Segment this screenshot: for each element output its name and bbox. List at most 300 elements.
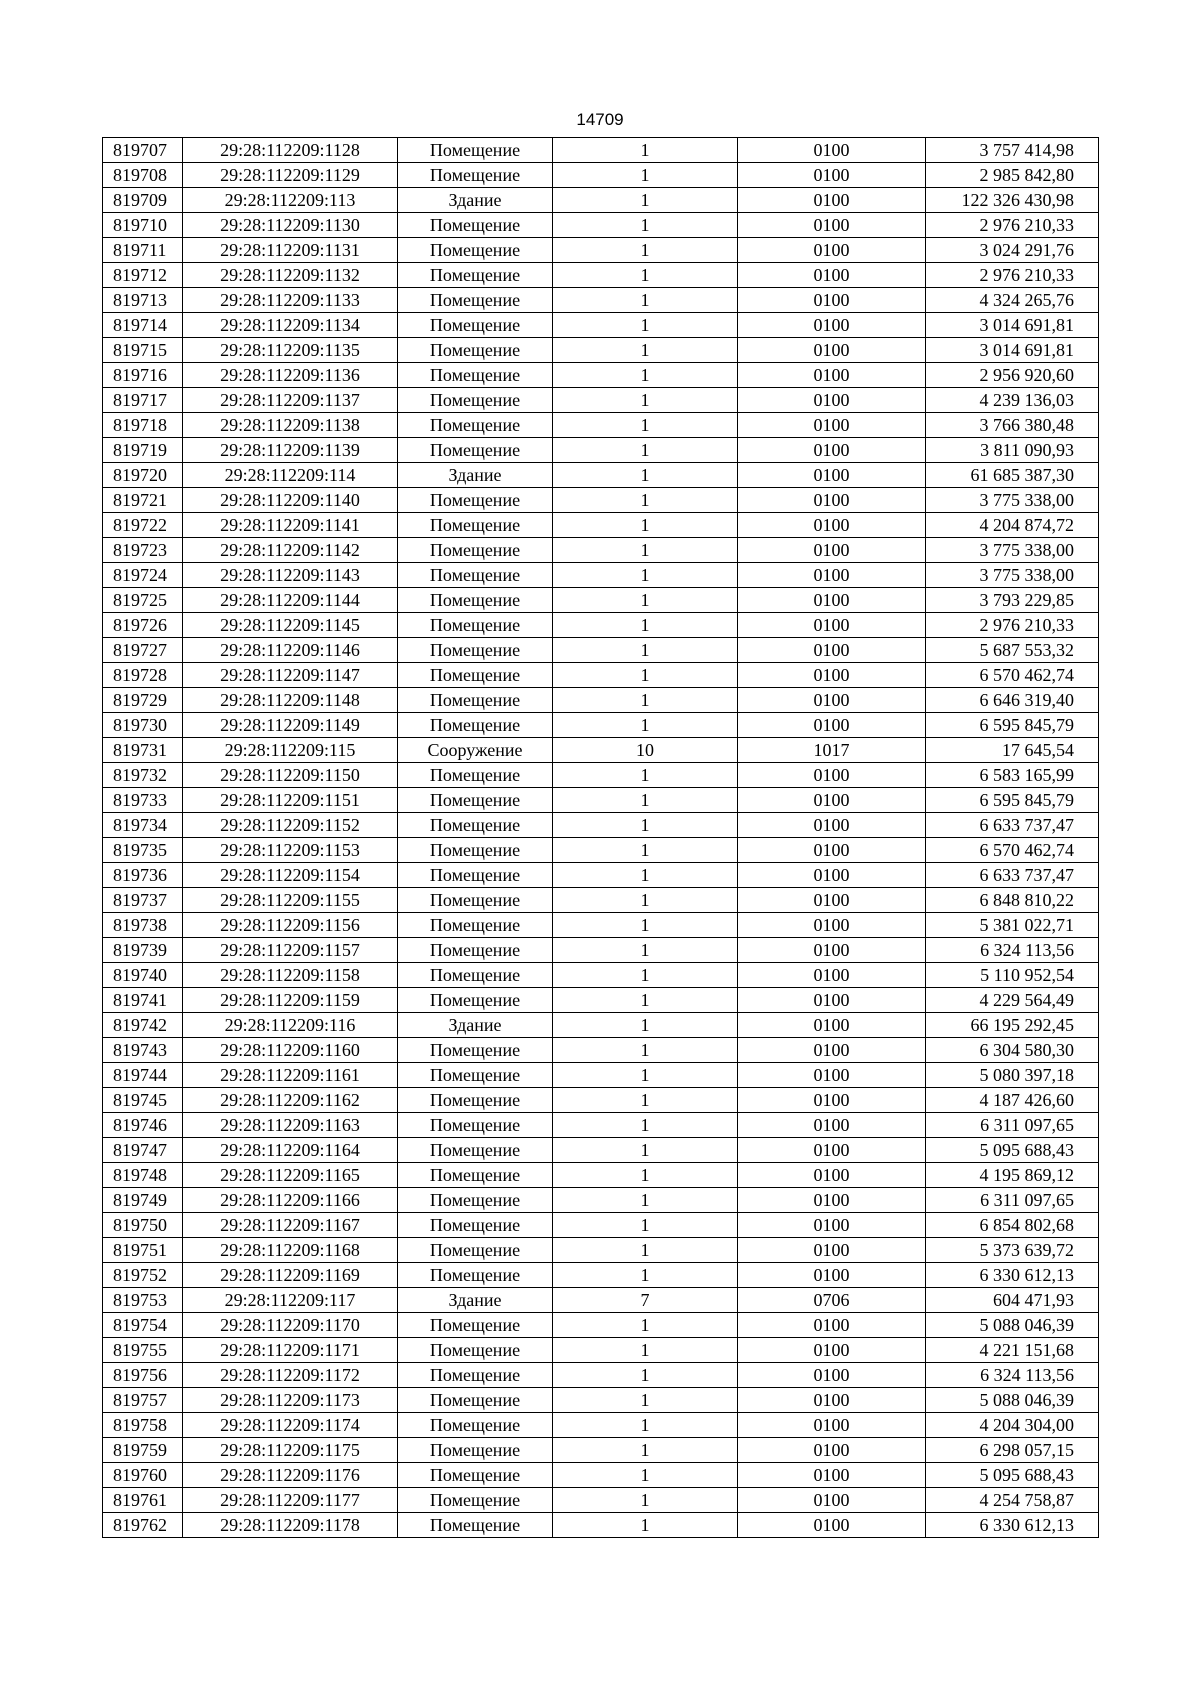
group-code-cell: 0100 bbox=[738, 1413, 926, 1438]
cadastral-value-cell: 6 311 097,65 bbox=[926, 1113, 1099, 1138]
cadastral-number-cell: 29:28:112209:1172 bbox=[183, 1363, 398, 1388]
category-code-cell: 1 bbox=[553, 663, 738, 688]
category-code-cell: 1 bbox=[553, 263, 738, 288]
table-row bbox=[103, 338, 1099, 363]
row-id-cell: 819714 bbox=[103, 313, 183, 338]
group-code-cell: 0100 bbox=[738, 638, 926, 663]
table-row bbox=[103, 1088, 1099, 1113]
cadastral-number-cell: 29:28:112209:1132 bbox=[183, 263, 398, 288]
object-type-cell: Помещение bbox=[398, 313, 553, 338]
group-code-cell: 0100 bbox=[738, 1313, 926, 1338]
category-code-cell: 1 bbox=[553, 988, 738, 1013]
group-code-cell: 0100 bbox=[738, 938, 926, 963]
group-code-cell: 0100 bbox=[738, 913, 926, 938]
row-id-cell: 819719 bbox=[103, 438, 183, 463]
group-code-cell: 0100 bbox=[738, 1113, 926, 1138]
cadastral-number-cell: 29:28:112209:1144 bbox=[183, 588, 398, 613]
category-code-cell: 1 bbox=[553, 313, 738, 338]
category-code-cell: 1 bbox=[553, 588, 738, 613]
group-code-cell: 0100 bbox=[738, 363, 926, 388]
table-row bbox=[103, 288, 1099, 313]
table-row bbox=[103, 1213, 1099, 1238]
object-type-cell: Помещение bbox=[398, 288, 553, 313]
object-type-cell: Помещение bbox=[398, 1238, 553, 1263]
table-row bbox=[103, 763, 1099, 788]
row-id-cell: 819748 bbox=[103, 1163, 183, 1188]
object-type-cell: Помещение bbox=[398, 438, 553, 463]
cadastral-number-cell: 29:28:112209:1162 bbox=[183, 1088, 398, 1113]
row-id-cell: 819724 bbox=[103, 563, 183, 588]
row-id-cell: 819736 bbox=[103, 863, 183, 888]
cadastral-number-cell: 29:28:112209:1143 bbox=[183, 563, 398, 588]
group-code-cell: 0100 bbox=[738, 963, 926, 988]
row-id-cell: 819710 bbox=[103, 213, 183, 238]
cadastral-number-cell: 29:28:112209:1175 bbox=[183, 1438, 398, 1463]
row-id-cell: 819707 bbox=[103, 138, 183, 163]
object-type-cell: Помещение bbox=[398, 513, 553, 538]
group-code-cell: 0100 bbox=[738, 663, 926, 688]
category-code-cell: 1 bbox=[553, 1238, 738, 1263]
table-row bbox=[103, 688, 1099, 713]
group-code-cell: 0100 bbox=[738, 463, 926, 488]
group-code-cell: 0100 bbox=[738, 763, 926, 788]
cadastral-number-cell: 29:28:112209:1163 bbox=[183, 1113, 398, 1138]
object-type-cell: Помещение bbox=[398, 1163, 553, 1188]
cadastral-number-cell: 29:28:112209:1140 bbox=[183, 488, 398, 513]
object-type-cell: Сооружение bbox=[398, 738, 553, 763]
row-id-cell: 819750 bbox=[103, 1213, 183, 1238]
cadastral-number-cell: 29:28:112209:1148 bbox=[183, 688, 398, 713]
cadastral-number-cell: 29:28:112209:1170 bbox=[183, 1313, 398, 1338]
row-id-cell: 819708 bbox=[103, 163, 183, 188]
table-row bbox=[103, 988, 1099, 1013]
category-code-cell: 1 bbox=[553, 613, 738, 638]
object-type-cell: Помещение bbox=[398, 338, 553, 363]
cadastral-value-cell: 3 775 338,00 bbox=[926, 488, 1099, 513]
cadastral-value-cell: 3 775 338,00 bbox=[926, 538, 1099, 563]
object-type-cell: Помещение bbox=[398, 1363, 553, 1388]
category-code-cell: 1 bbox=[553, 888, 738, 913]
cadastral-number-cell: 29:28:112209:1173 bbox=[183, 1388, 398, 1413]
row-id-cell: 819729 bbox=[103, 688, 183, 713]
object-type-cell: Помещение bbox=[398, 1413, 553, 1438]
table-row bbox=[103, 1413, 1099, 1438]
group-code-cell: 0100 bbox=[738, 1088, 926, 1113]
cadastral-value-cell: 61 685 387,30 bbox=[926, 463, 1099, 488]
table-row bbox=[103, 613, 1099, 638]
group-code-cell: 0100 bbox=[738, 713, 926, 738]
row-id-cell: 819760 bbox=[103, 1463, 183, 1488]
category-code-cell: 1 bbox=[553, 938, 738, 963]
category-code-cell: 1 bbox=[553, 1438, 738, 1463]
cadastral-number-cell: 29:28:112209:1153 bbox=[183, 838, 398, 863]
category-code-cell: 1 bbox=[553, 813, 738, 838]
cadastral-value-cell: 2 985 842,80 bbox=[926, 163, 1099, 188]
table-row bbox=[103, 163, 1099, 188]
cadastral-number-cell: 29:28:112209:1131 bbox=[183, 238, 398, 263]
category-code-cell: 10 bbox=[553, 738, 738, 763]
cadastral-number-cell: 29:28:112209:1171 bbox=[183, 1338, 398, 1363]
object-type-cell: Помещение bbox=[398, 563, 553, 588]
cadastral-number-cell: 29:28:112209:1135 bbox=[183, 338, 398, 363]
category-code-cell: 1 bbox=[553, 913, 738, 938]
group-code-cell: 0100 bbox=[738, 1188, 926, 1213]
registry-table bbox=[102, 137, 1099, 1538]
object-type-cell: Помещение bbox=[398, 588, 553, 613]
category-code-cell: 1 bbox=[553, 763, 738, 788]
group-code-cell: 0100 bbox=[738, 1013, 926, 1038]
row-id-cell: 819718 bbox=[103, 413, 183, 438]
table-row bbox=[103, 1013, 1099, 1038]
category-code-cell: 7 bbox=[553, 1288, 738, 1313]
cadastral-value-cell: 4 204 304,00 bbox=[926, 1413, 1099, 1438]
object-type-cell: Помещение bbox=[398, 613, 553, 638]
cadastral-value-cell: 6 854 802,68 bbox=[926, 1213, 1099, 1238]
row-id-cell: 819739 bbox=[103, 938, 183, 963]
table-row bbox=[103, 213, 1099, 238]
cadastral-number-cell: 29:28:112209:1138 bbox=[183, 413, 398, 438]
cadastral-number-cell: 29:28:112209:1129 bbox=[183, 163, 398, 188]
row-id-cell: 819743 bbox=[103, 1038, 183, 1063]
cadastral-value-cell: 6 324 113,56 bbox=[926, 938, 1099, 963]
cadastral-number-cell: 29:28:112209:1133 bbox=[183, 288, 398, 313]
category-code-cell: 1 bbox=[553, 1313, 738, 1338]
cadastral-value-cell: 6 633 737,47 bbox=[926, 813, 1099, 838]
table-row bbox=[103, 913, 1099, 938]
cadastral-value-cell: 122 326 430,98 bbox=[926, 188, 1099, 213]
cadastral-number-cell: 29:28:112209:1130 bbox=[183, 213, 398, 238]
object-type-cell: Помещение bbox=[398, 1338, 553, 1363]
object-type-cell: Помещение bbox=[398, 813, 553, 838]
row-id-cell: 819761 bbox=[103, 1488, 183, 1513]
cadastral-number-cell: 29:28:112209:1147 bbox=[183, 663, 398, 688]
row-id-cell: 819713 bbox=[103, 288, 183, 313]
row-id-cell: 819730 bbox=[103, 713, 183, 738]
row-id-cell: 819762 bbox=[103, 1513, 183, 1538]
row-id-cell: 819720 bbox=[103, 463, 183, 488]
group-code-cell: 0100 bbox=[738, 1038, 926, 1063]
group-code-cell: 0100 bbox=[738, 813, 926, 838]
cadastral-value-cell: 5 095 688,43 bbox=[926, 1463, 1099, 1488]
cadastral-value-cell: 4 221 151,68 bbox=[926, 1338, 1099, 1363]
category-code-cell: 1 bbox=[553, 1013, 738, 1038]
group-code-cell: 0100 bbox=[738, 888, 926, 913]
table-row bbox=[103, 1513, 1099, 1538]
cadastral-number-cell: 29:28:112209:1174 bbox=[183, 1413, 398, 1438]
cadastral-number-cell: 29:28:112209:115 bbox=[183, 738, 398, 763]
category-code-cell: 1 bbox=[553, 438, 738, 463]
group-code-cell: 0100 bbox=[738, 863, 926, 888]
cadastral-number-cell: 29:28:112209:1136 bbox=[183, 363, 398, 388]
table-row bbox=[103, 438, 1099, 463]
group-code-cell: 0100 bbox=[738, 1213, 926, 1238]
table-row bbox=[103, 188, 1099, 213]
table-row bbox=[103, 1038, 1099, 1063]
cadastral-number-cell: 29:28:112209:1146 bbox=[183, 638, 398, 663]
object-type-cell: Помещение bbox=[398, 138, 553, 163]
group-code-cell: 0706 bbox=[738, 1288, 926, 1313]
cadastral-value-cell: 6 595 845,79 bbox=[926, 713, 1099, 738]
cadastral-number-cell: 29:28:112209:1159 bbox=[183, 988, 398, 1013]
object-type-cell: Помещение bbox=[398, 1513, 553, 1538]
cadastral-number-cell: 29:28:112209:1142 bbox=[183, 538, 398, 563]
category-code-cell: 1 bbox=[553, 638, 738, 663]
category-code-cell: 1 bbox=[553, 1038, 738, 1063]
group-code-cell: 0100 bbox=[738, 1338, 926, 1363]
category-code-cell: 1 bbox=[553, 1138, 738, 1163]
category-code-cell: 1 bbox=[553, 288, 738, 313]
group-code-cell: 0100 bbox=[738, 1063, 926, 1088]
category-code-cell: 1 bbox=[553, 538, 738, 563]
group-code-cell: 0100 bbox=[738, 1463, 926, 1488]
table-row bbox=[103, 663, 1099, 688]
cadastral-value-cell: 4 239 136,03 bbox=[926, 388, 1099, 413]
cadastral-value-cell: 4 254 758,87 bbox=[926, 1488, 1099, 1513]
object-type-cell: Помещение bbox=[398, 763, 553, 788]
category-code-cell: 1 bbox=[553, 838, 738, 863]
table-row bbox=[103, 963, 1099, 988]
table-row bbox=[103, 1113, 1099, 1138]
table-row bbox=[103, 363, 1099, 388]
object-type-cell: Помещение bbox=[398, 1463, 553, 1488]
cadastral-number-cell: 29:28:112209:1137 bbox=[183, 388, 398, 413]
cadastral-value-cell: 3 014 691,81 bbox=[926, 338, 1099, 363]
group-code-cell: 0100 bbox=[738, 263, 926, 288]
category-code-cell: 1 bbox=[553, 488, 738, 513]
table-row bbox=[103, 838, 1099, 863]
row-id-cell: 819738 bbox=[103, 913, 183, 938]
object-type-cell: Помещение bbox=[398, 538, 553, 563]
cadastral-value-cell: 17 645,54 bbox=[926, 738, 1099, 763]
cadastral-number-cell: 29:28:112209:1169 bbox=[183, 1263, 398, 1288]
group-code-cell: 0100 bbox=[738, 613, 926, 638]
object-type-cell: Помещение bbox=[398, 238, 553, 263]
row-id-cell: 819723 bbox=[103, 538, 183, 563]
cadastral-value-cell: 6 311 097,65 bbox=[926, 1188, 1099, 1213]
object-type-cell: Помещение bbox=[398, 413, 553, 438]
cadastral-value-cell: 3 014 691,81 bbox=[926, 313, 1099, 338]
cadastral-number-cell: 29:28:112209:1158 bbox=[183, 963, 398, 988]
cadastral-value-cell: 6 570 462,74 bbox=[926, 838, 1099, 863]
group-code-cell: 0100 bbox=[738, 438, 926, 463]
row-id-cell: 819716 bbox=[103, 363, 183, 388]
table-row bbox=[103, 1188, 1099, 1213]
table-row bbox=[103, 1363, 1099, 1388]
row-id-cell: 819757 bbox=[103, 1388, 183, 1413]
group-code-cell: 0100 bbox=[738, 1263, 926, 1288]
object-type-cell: Здание bbox=[398, 1288, 553, 1313]
group-code-cell: 0100 bbox=[738, 188, 926, 213]
table-row bbox=[103, 813, 1099, 838]
cadastral-value-cell: 6 298 057,15 bbox=[926, 1438, 1099, 1463]
cadastral-value-cell: 4 229 564,49 bbox=[926, 988, 1099, 1013]
row-id-cell: 819752 bbox=[103, 1263, 183, 1288]
object-type-cell: Помещение bbox=[398, 663, 553, 688]
table-row bbox=[103, 563, 1099, 588]
category-code-cell: 1 bbox=[553, 963, 738, 988]
table-row bbox=[103, 238, 1099, 263]
cadastral-number-cell: 29:28:112209:1128 bbox=[183, 138, 398, 163]
registry-table-body bbox=[103, 138, 1099, 1538]
cadastral-number-cell: 29:28:112209:117 bbox=[183, 1288, 398, 1313]
category-code-cell: 1 bbox=[553, 1113, 738, 1138]
cadastral-value-cell: 3 793 229,85 bbox=[926, 588, 1099, 613]
object-type-cell: Помещение bbox=[398, 1438, 553, 1463]
object-type-cell: Помещение bbox=[398, 938, 553, 963]
cadastral-number-cell: 29:28:112209:1161 bbox=[183, 1063, 398, 1088]
group-code-cell: 0100 bbox=[738, 588, 926, 613]
group-code-cell: 0100 bbox=[738, 138, 926, 163]
row-id-cell: 819751 bbox=[103, 1238, 183, 1263]
cadastral-value-cell: 2 956 920,60 bbox=[926, 363, 1099, 388]
object-type-cell: Помещение bbox=[398, 163, 553, 188]
cadastral-number-cell: 29:28:112209:1149 bbox=[183, 713, 398, 738]
object-type-cell: Помещение bbox=[398, 1138, 553, 1163]
group-code-cell: 0100 bbox=[738, 1363, 926, 1388]
category-code-cell: 1 bbox=[553, 338, 738, 363]
cadastral-number-cell: 29:28:112209:113 bbox=[183, 188, 398, 213]
table-row bbox=[103, 1263, 1099, 1288]
object-type-cell: Помещение bbox=[398, 1113, 553, 1138]
category-code-cell: 1 bbox=[553, 213, 738, 238]
category-code-cell: 1 bbox=[553, 188, 738, 213]
group-code-cell: 0100 bbox=[738, 1163, 926, 1188]
category-code-cell: 1 bbox=[553, 713, 738, 738]
cadastral-value-cell: 3 811 090,93 bbox=[926, 438, 1099, 463]
cadastral-number-cell: 29:28:112209:1156 bbox=[183, 913, 398, 938]
cadastral-value-cell: 6 848 810,22 bbox=[926, 888, 1099, 913]
category-code-cell: 1 bbox=[553, 1338, 738, 1363]
row-id-cell: 819756 bbox=[103, 1363, 183, 1388]
cadastral-value-cell: 4 195 869,12 bbox=[926, 1163, 1099, 1188]
object-type-cell: Здание bbox=[398, 463, 553, 488]
row-id-cell: 819759 bbox=[103, 1438, 183, 1463]
group-code-cell: 0100 bbox=[738, 688, 926, 713]
category-code-cell: 1 bbox=[553, 788, 738, 813]
group-code-cell: 0100 bbox=[738, 513, 926, 538]
cadastral-number-cell: 29:28:112209:1165 bbox=[183, 1163, 398, 1188]
table-row bbox=[103, 413, 1099, 438]
row-id-cell: 819744 bbox=[103, 1063, 183, 1088]
object-type-cell: Помещение bbox=[398, 1213, 553, 1238]
table-row bbox=[103, 588, 1099, 613]
table-row bbox=[103, 1063, 1099, 1088]
group-code-cell: 0100 bbox=[738, 563, 926, 588]
cadastral-number-cell: 29:28:112209:1154 bbox=[183, 863, 398, 888]
cadastral-number-cell: 29:28:112209:1155 bbox=[183, 888, 398, 913]
category-code-cell: 1 bbox=[553, 688, 738, 713]
row-id-cell: 819726 bbox=[103, 613, 183, 638]
row-id-cell: 819737 bbox=[103, 888, 183, 913]
group-code-cell: 1017 bbox=[738, 738, 926, 763]
object-type-cell: Помещение bbox=[398, 688, 553, 713]
object-type-cell: Помещение bbox=[398, 1488, 553, 1513]
object-type-cell: Помещение bbox=[398, 913, 553, 938]
group-code-cell: 0100 bbox=[738, 788, 926, 813]
cadastral-number-cell: 29:28:112209:1176 bbox=[183, 1463, 398, 1488]
group-code-cell: 0100 bbox=[738, 838, 926, 863]
cadastral-value-cell: 3 766 380,48 bbox=[926, 413, 1099, 438]
row-id-cell: 819753 bbox=[103, 1288, 183, 1313]
cadastral-number-cell: 29:28:112209:1145 bbox=[183, 613, 398, 638]
cadastral-value-cell: 6 304 580,30 bbox=[926, 1038, 1099, 1063]
row-id-cell: 819715 bbox=[103, 338, 183, 363]
object-type-cell: Помещение bbox=[398, 1388, 553, 1413]
table-row bbox=[103, 1138, 1099, 1163]
object-type-cell: Помещение bbox=[398, 788, 553, 813]
cadastral-value-cell: 5 095 688,43 bbox=[926, 1138, 1099, 1163]
row-id-cell: 819747 bbox=[103, 1138, 183, 1163]
object-type-cell: Помещение bbox=[398, 838, 553, 863]
cadastral-value-cell: 604 471,93 bbox=[926, 1288, 1099, 1313]
table-row bbox=[103, 388, 1099, 413]
row-id-cell: 819709 bbox=[103, 188, 183, 213]
group-code-cell: 0100 bbox=[738, 413, 926, 438]
table-row bbox=[103, 738, 1099, 763]
cadastral-number-cell: 29:28:112209:1141 bbox=[183, 513, 398, 538]
cadastral-value-cell: 3 775 338,00 bbox=[926, 563, 1099, 588]
row-id-cell: 819712 bbox=[103, 263, 183, 288]
cadastral-number-cell: 29:28:112209:116 bbox=[183, 1013, 398, 1038]
cadastral-number-cell: 29:28:112209:1134 bbox=[183, 313, 398, 338]
category-code-cell: 1 bbox=[553, 1213, 738, 1238]
cadastral-value-cell: 5 381 022,71 bbox=[926, 913, 1099, 938]
cadastral-value-cell: 6 324 113,56 bbox=[926, 1363, 1099, 1388]
cadastral-number-cell: 29:28:112209:1166 bbox=[183, 1188, 398, 1213]
category-code-cell: 1 bbox=[553, 463, 738, 488]
group-code-cell: 0100 bbox=[738, 538, 926, 563]
table-row bbox=[103, 263, 1099, 288]
cadastral-number-cell: 29:28:112209:1160 bbox=[183, 1038, 398, 1063]
group-code-cell: 0100 bbox=[738, 488, 926, 513]
table-row bbox=[103, 1163, 1099, 1188]
table-row bbox=[103, 638, 1099, 663]
row-id-cell: 819754 bbox=[103, 1313, 183, 1338]
table-row bbox=[103, 888, 1099, 913]
row-id-cell: 819755 bbox=[103, 1338, 183, 1363]
cadastral-value-cell: 5 088 046,39 bbox=[926, 1388, 1099, 1413]
object-type-cell: Помещение bbox=[398, 1188, 553, 1213]
group-code-cell: 0100 bbox=[738, 988, 926, 1013]
category-code-cell: 1 bbox=[553, 563, 738, 588]
table-row bbox=[103, 1438, 1099, 1463]
category-code-cell: 1 bbox=[553, 138, 738, 163]
table-row bbox=[103, 713, 1099, 738]
row-id-cell: 819732 bbox=[103, 763, 183, 788]
object-type-cell: Помещение bbox=[398, 1088, 553, 1113]
category-code-cell: 1 bbox=[553, 1263, 738, 1288]
group-code-cell: 0100 bbox=[738, 1388, 926, 1413]
row-id-cell: 819749 bbox=[103, 1188, 183, 1213]
object-type-cell: Помещение bbox=[398, 388, 553, 413]
category-code-cell: 1 bbox=[553, 1488, 738, 1513]
cadastral-value-cell: 4 324 265,76 bbox=[926, 288, 1099, 313]
category-code-cell: 1 bbox=[553, 1363, 738, 1388]
group-code-cell: 0100 bbox=[738, 213, 926, 238]
cadastral-value-cell: 6 583 165,99 bbox=[926, 763, 1099, 788]
category-code-cell: 1 bbox=[553, 1388, 738, 1413]
category-code-cell: 1 bbox=[553, 163, 738, 188]
cadastral-number-cell: 29:28:112209:1139 bbox=[183, 438, 398, 463]
row-id-cell: 819721 bbox=[103, 488, 183, 513]
object-type-cell: Здание bbox=[398, 1013, 553, 1038]
row-id-cell: 819745 bbox=[103, 1088, 183, 1113]
cadastral-number-cell: 29:28:112209:1178 bbox=[183, 1513, 398, 1538]
row-id-cell: 819742 bbox=[103, 1013, 183, 1038]
cadastral-number-cell: 29:28:112209:1151 bbox=[183, 788, 398, 813]
group-code-cell: 0100 bbox=[738, 1513, 926, 1538]
group-code-cell: 0100 bbox=[738, 1238, 926, 1263]
